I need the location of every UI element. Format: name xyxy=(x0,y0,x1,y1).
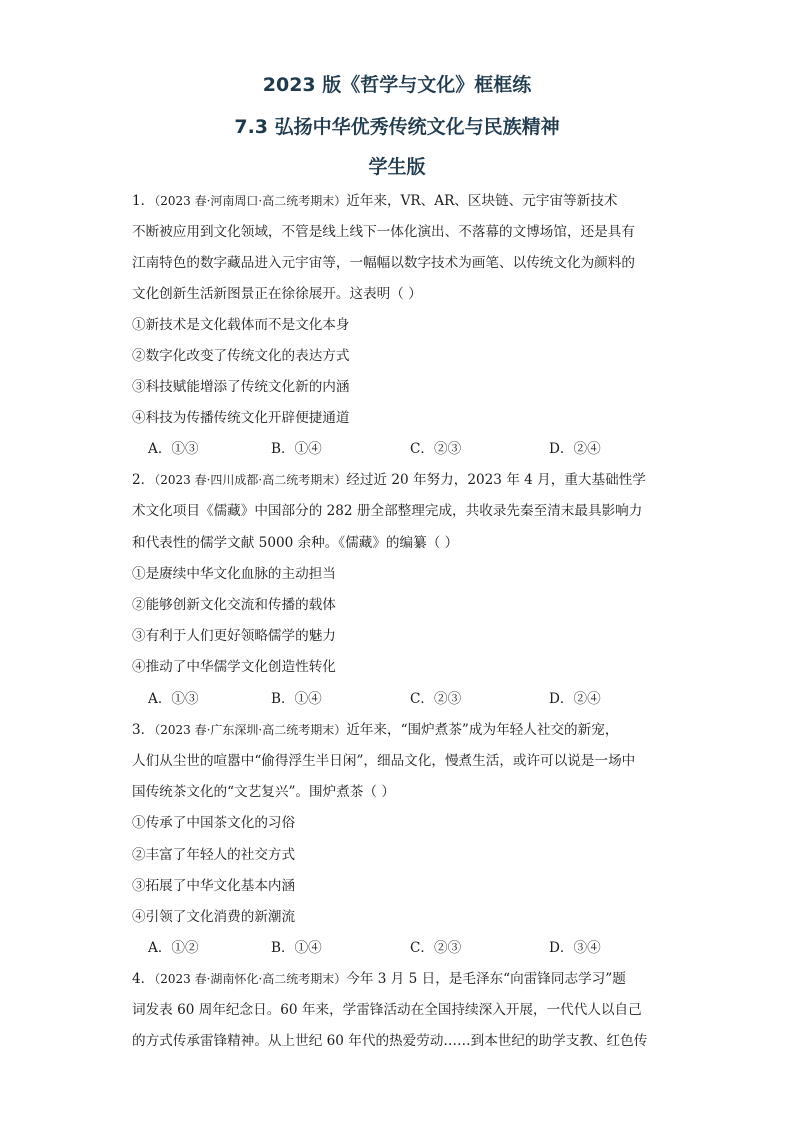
question-source: （2023 春·河南周口·高二统考期末） xyxy=(154,194,347,208)
option-c: C．②③ xyxy=(410,691,462,707)
question-number: 2． xyxy=(132,472,155,488)
question-text: 不断被应用到文化领域，不管是线上线下一体化演出、不落幕的文博场馆，还是具有 xyxy=(132,224,635,240)
question-text: 术文化项目《儒藏》中国部分的 282 册全部整理完成，共收录先秦至清末最具影响力 xyxy=(132,503,643,519)
option-d: D．③④ xyxy=(549,940,601,956)
statement-item: ②丰富了年轻人的社交方式 xyxy=(132,847,296,863)
statement-item: ③科技赋能增添了传统文化新的内涵 xyxy=(132,379,350,395)
statement-item: ③拓展了中华文化基本内涵 xyxy=(132,878,296,894)
question-number: 1． xyxy=(132,193,155,209)
option-d: D．②④ xyxy=(549,441,601,457)
document-title: 2023 版《哲学与文化》框框练 xyxy=(262,74,532,96)
lesson-title: 7.3 弘扬中华优秀传统文化与民族精神 xyxy=(234,116,560,138)
question-4-stem-line xyxy=(132,969,626,989)
option-b: B．①④ xyxy=(271,691,322,707)
option-a: A．①② xyxy=(148,940,199,956)
answer-options xyxy=(148,938,648,958)
question-source: （2023 春·湖南怀化·高二统考期末） xyxy=(154,972,347,986)
question-number: 3． xyxy=(132,722,155,738)
statement-item: ④科技为传播传统文化开辟便捷通道 xyxy=(132,410,350,426)
question-number: 4． xyxy=(132,971,155,987)
option-b: B．①④ xyxy=(271,940,322,956)
statement-item: ④引领了文化消费的新潮流 xyxy=(132,909,296,925)
question-source: （2023 春·四川成都·高二统考期末） xyxy=(154,473,347,487)
question-text: 经过近 20 年努力，2023 年 4 月，重大基础性学 xyxy=(346,472,646,488)
question-text: 今年 3 月 5 日，是毛泽东“向雷锋同志学习”题 xyxy=(346,971,626,987)
statement-item: ①新技术是文化载体而不是文化本身 xyxy=(132,317,350,333)
question-text: 的方式传承雷锋精神。从上世纪 60 年代的热爱劳动……到本世纪的助学支教、红色传 xyxy=(132,1033,648,1049)
option-b: B．①④ xyxy=(271,441,322,457)
question-source: （2023 春·广东深圳·高二统考期末） xyxy=(154,723,347,737)
question-3-stem-line xyxy=(132,720,618,740)
statement-item: ④推动了中华儒学文化创造性转化 xyxy=(132,659,336,675)
statement-item: ①传承了中国茶文化的习俗 xyxy=(132,815,296,831)
answer-options xyxy=(148,689,648,709)
question-text: 近年来，“围炉煮茶”成为年轻人社交的新宠， xyxy=(346,722,619,738)
question-text: 江南特色的数字藏品进入元宇宙等，一幅幅以数字技术为画笔、以传统文化为颜料的 xyxy=(132,255,635,271)
statement-item: ③有利于人们更好领略儒学的魅力 xyxy=(132,628,336,644)
question-text: 人们从尘世的喧嚣中“偷得浮生半日闲”，细品文化，慢煮生活，或许可以说是一场中 xyxy=(132,753,636,769)
option-c: C．②③ xyxy=(410,441,462,457)
statement-item: ②能够创新文化交流和传播的载体 xyxy=(132,597,336,613)
question-text: 词发表 60 周年纪念日。60 年来，学雷锋活动在全国持续深入开展，一代代人以自己 xyxy=(132,1002,642,1018)
edition-label: 学生版 xyxy=(368,156,426,178)
option-c: C．②③ xyxy=(410,940,462,956)
option-a: A．①③ xyxy=(148,691,199,707)
question-text: 国传统茶文化的“文艺复兴”。围炉煮茶（ ） xyxy=(132,784,395,800)
question-2-stem-line xyxy=(132,470,646,490)
question-1-stem-line xyxy=(132,191,617,211)
option-d: D．②④ xyxy=(549,691,601,707)
question-text: 近年来，VR、AR、区块链、元宇宙等新技术 xyxy=(346,193,618,209)
option-a: A．①③ xyxy=(148,441,199,457)
answer-options xyxy=(148,439,648,459)
question-text: 文化创新生活新图景正在徐徐展开。这表明（ ） xyxy=(132,286,422,302)
statement-item: ②数字化改变了传统文化的表达方式 xyxy=(132,348,350,364)
statement-item: ①是赓续中华文化血脉的主动担当 xyxy=(132,566,336,582)
question-text: 和代表性的儒学文献 5000 余种。《儒藏》的编纂（ ） xyxy=(132,535,459,551)
